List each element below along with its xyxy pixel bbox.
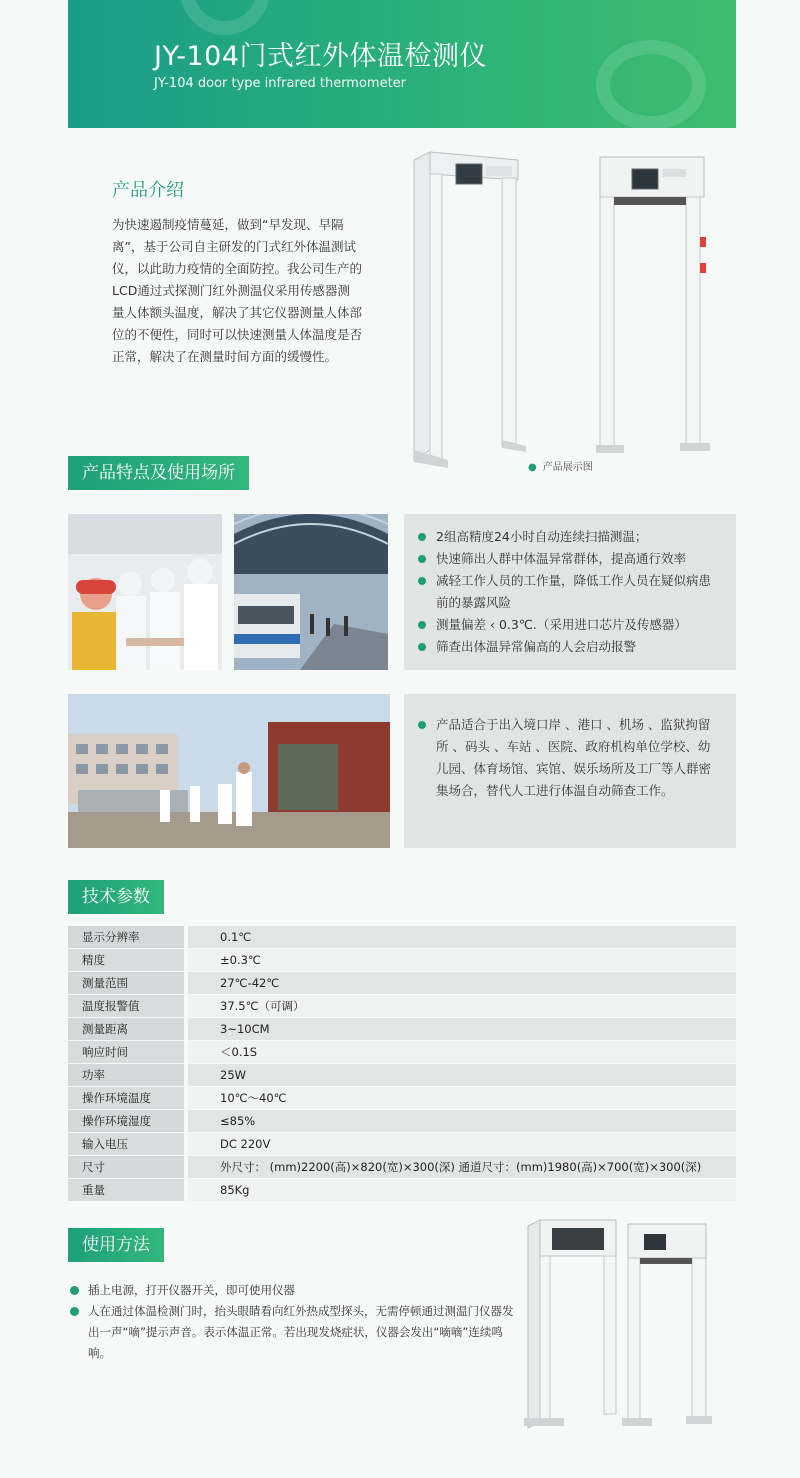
gate-image-side (596, 155, 716, 465)
spec-label: 显示分辨率 (68, 926, 184, 949)
spec-label: 功率 (68, 1064, 184, 1087)
usage-heading: 使用方法 (68, 1228, 164, 1262)
page-title: JY-104门式红外体温检测仪 (154, 41, 488, 72)
bullet-icon (70, 1307, 79, 1316)
places-item (416, 714, 722, 802)
spec-row (68, 1110, 736, 1133)
photo-train-station (234, 514, 388, 670)
specs-heading: 技术参数 (68, 880, 164, 914)
feature-text: 2组高精度24小时自动连续扫描测温； (436, 529, 648, 544)
bullet-icon (418, 577, 426, 585)
bullet-icon (418, 721, 426, 729)
spec-label: 输入电压 (68, 1133, 184, 1156)
bullet-icon (418, 643, 426, 651)
spec-value: 10℃～40℃ (188, 1087, 736, 1110)
feature-item (416, 636, 722, 658)
gate-image-front (408, 150, 528, 470)
spec-row (68, 1064, 736, 1087)
spec-label: 测量范围 (68, 972, 184, 995)
feature-text: 测量偏差 ‹ 0.3℃.（采用进口芯片及传感器） (436, 617, 687, 632)
image-caption-text: 产品展示图 (542, 462, 593, 473)
intro-text: 为快速遏制疫情蔓延，做到“早发现、早隔离”，基于公司自主研发的门式红外体温测试仪，以此助力疫情的全面防控。我公司生产的LCD通过式探测门红外测温仪采用传感器测量人体额头温度，解决了其它仪器测量人体部位的不便性，同时可以快速测量人体温度是否正常，解决了在测量时间方面的缓慢性。 (112, 217, 363, 364)
usage-text: 插上电源，打开仪器开关，即可使用仪器 (88, 1283, 295, 1297)
bullet-icon (418, 621, 426, 629)
spec-value: 85Kg (188, 1179, 736, 1202)
bullet-icon (418, 533, 426, 541)
spec-value: 3~10CM (188, 1018, 736, 1041)
spec-value: ＜0.1S (188, 1041, 736, 1064)
spec-row (68, 926, 736, 949)
spec-value: ±0.3℃ (188, 949, 736, 972)
photo-building-entrance (68, 694, 390, 848)
spec-label: 精度 (68, 949, 184, 972)
bullet-icon (418, 555, 426, 563)
feature-item (416, 548, 722, 570)
spec-value: DC 220V (188, 1133, 736, 1156)
spec-row (68, 1133, 736, 1156)
feature-text: 筛查出体温异常偏高的人会启动报警 (436, 639, 637, 654)
places-text: 产品适合于出入境口岸 、港口 、机场 、监狱拘留所 、码头 、车站 、医院、政府机构单位学校、幼儿园、体育场馆、宾馆、娱乐场所及工厂等人群密集场合，替代人工进行体温自动筛查工作。 (436, 717, 712, 798)
image-caption (528, 458, 593, 473)
places-box (404, 694, 736, 848)
spec-table (68, 926, 736, 1202)
usage-text: 人在通过体温检测门时，抬头眼睛看向红外热成型探头，无需停顿通过测温门仪器发出一声“嘀”提示声音。表示体温正常。若出现发烧症状，仪器会发出“嘀嘀”连续鸣响。 (88, 1304, 514, 1360)
feature-list (416, 526, 722, 658)
feature-item (416, 526, 722, 548)
features-box (404, 514, 736, 670)
spec-row (68, 972, 736, 995)
spec-label: 重量 (68, 1179, 184, 1202)
spec-label: 操作环境湿度 (68, 1110, 184, 1133)
spec-value: ≤85% (188, 1110, 736, 1133)
spec-label: 响应时间 (68, 1041, 184, 1064)
spec-value: 37.5℃（可调） (188, 995, 736, 1018)
gate-image-bottom-left (524, 1218, 620, 1430)
spec-row (68, 1156, 736, 1179)
banner-decoration (596, 40, 706, 128)
spec-label: 测量距离 (68, 1018, 184, 1041)
features-heading: 产品特点及使用场所 (68, 456, 249, 490)
spec-value: 25W (188, 1064, 736, 1087)
feature-text: 减轻工作人员的工作量，降低工作人员在疑似病患前的暴露风险 (436, 573, 712, 610)
bullet-icon (70, 1286, 79, 1295)
spec-row (68, 1179, 736, 1202)
bullet-icon: ● (528, 462, 537, 473)
spec-row (68, 995, 736, 1018)
usage-step (68, 1301, 518, 1364)
usage-step (68, 1280, 518, 1301)
spec-label: 尺寸 (68, 1156, 184, 1179)
spec-row (68, 949, 736, 972)
spec-value: 0.1℃ (188, 926, 736, 949)
page-subtitle: JY-104 door type infrared thermometer (154, 76, 407, 91)
spec-value: 外尺寸： (mm)2200(高)×820(宽)×300(深) 通道尺寸：(mm)1980(高)×700(宽)×300(深) (188, 1156, 736, 1179)
feature-item (416, 614, 722, 636)
places-list (416, 714, 722, 802)
banner-decoration (180, 0, 270, 35)
usage-list (68, 1280, 518, 1364)
spec-row (68, 1018, 736, 1041)
intro-heading: 产品介绍 (112, 180, 184, 201)
spec-row (68, 1041, 736, 1064)
spec-label: 温度报警值 (68, 995, 184, 1018)
spec-label: 操作环境温度 (68, 1087, 184, 1110)
spec-row (68, 1087, 736, 1110)
gate-image-bottom-right (622, 1222, 712, 1430)
spec-value: 27℃-42℃ (188, 972, 736, 995)
feature-text: 快速筛出人群中体温异常群体，提高通行效率 (436, 551, 687, 566)
photo-medical-staff (68, 514, 222, 670)
feature-item (416, 570, 722, 614)
header-banner (68, 0, 736, 128)
